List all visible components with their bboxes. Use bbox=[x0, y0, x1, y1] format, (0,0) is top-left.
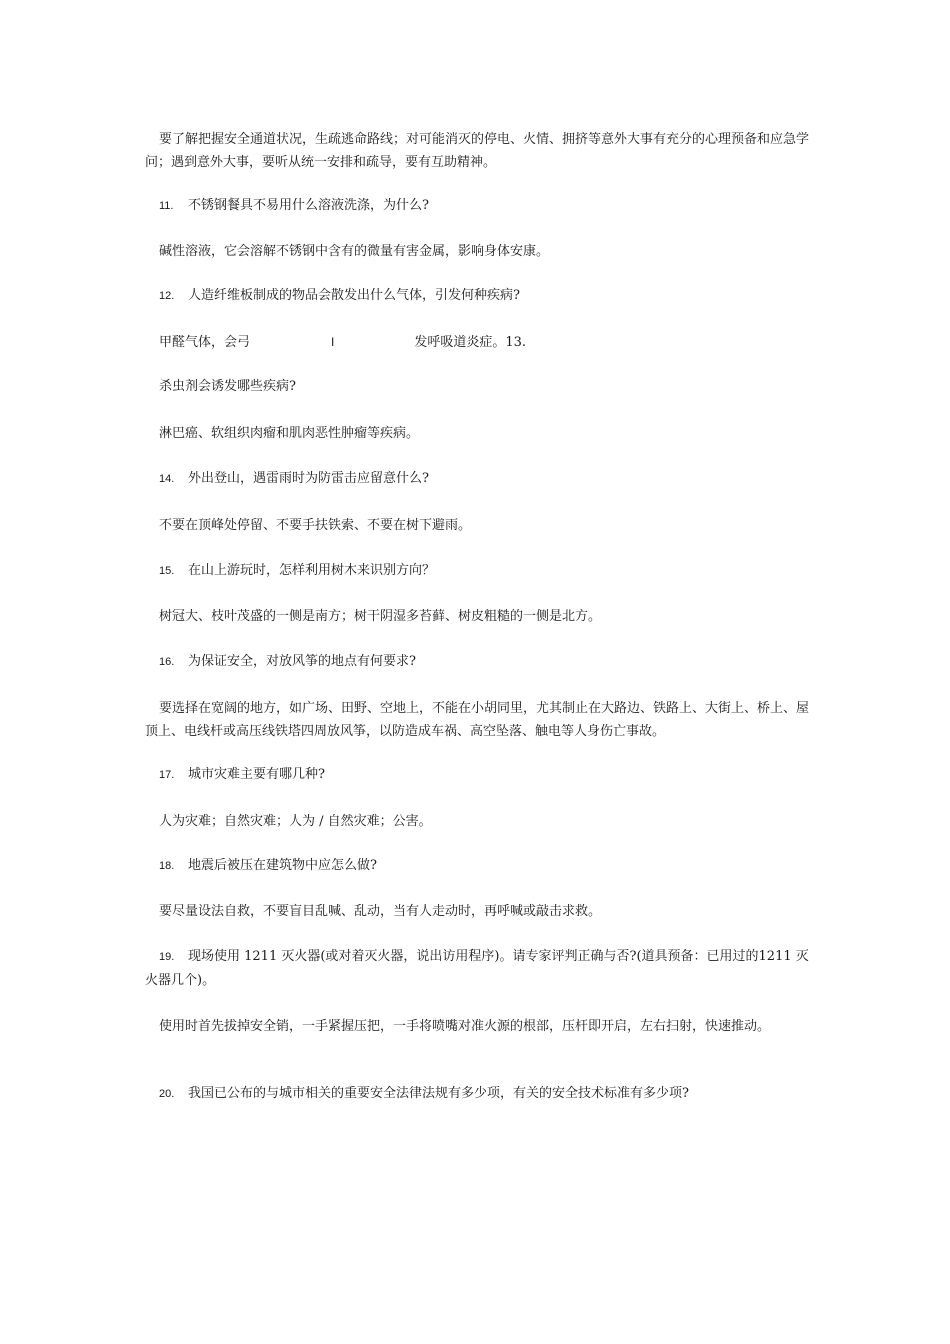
answer-14: 不要在顶峰处停留、不要手扶铁索、不要在树下避雨。 bbox=[159, 518, 472, 533]
answer-13: 淋巴癌、软组织肉瘤和肌肉恶性肿瘤等疾病。 bbox=[159, 426, 420, 441]
answer-17: 人为灾难；自然灾难；人为 / 自然灾难；公害。 bbox=[159, 814, 432, 829]
question-13: 杀虫剂会诱发哪些疾病? bbox=[159, 379, 296, 394]
question-text: 为保证安全，对放风筝的地点有何要求? bbox=[188, 654, 416, 669]
question-text: 地震后被压在建筑物中应怎么做? bbox=[188, 858, 377, 873]
question-text: 在山上游玩时，怎样利用树木来识别方向？ bbox=[188, 563, 436, 578]
answer-16: 要选择在宽阔的地方，如广场、田野、空地上，不能在小胡同里，尤其制止在大路边、铁路上、大街上、桥上、屋顶上、电线杆或高压线铁塔四周放风筝，以防造成车祸、高空坠落、触电等人身伤亡事故。 bbox=[145, 701, 810, 739]
question-text: 城市灾难主要有哪几种? bbox=[188, 767, 325, 782]
question-16 bbox=[159, 652, 819, 672]
answer-15: 树冠大、枝叶茂盛的一侧是南方；树干阴湿多苔藓、树皮粗糙的一侧是北方。 bbox=[159, 609, 602, 624]
question-number: 17. bbox=[159, 769, 175, 781]
answer-12 bbox=[159, 332, 819, 353]
question-number: 19. bbox=[159, 951, 175, 963]
question-number: 18. bbox=[159, 860, 175, 872]
question-number: 15. bbox=[159, 565, 175, 577]
question-number: 20. bbox=[159, 1088, 175, 1100]
question-text: 现场使用 1211 灭火器(或对着灭火器，说出访用程序)。请专家评判正确与否?(道具预备：已用过的1211 灭火器几个)。 bbox=[145, 949, 809, 988]
answer-11: 碱性溶液，它会溶解不锈钢中含有的微量有害金属，影响身体安康。 bbox=[159, 244, 550, 259]
answer-12-bar: I bbox=[331, 335, 335, 349]
answer-12-part1: 甲醛气体，会弓 bbox=[159, 335, 251, 350]
intro-paragraph: 要了解把握安全通道状况，生疏逃命路线；对可能消灭的停电、火情、拥挤等意外大事有充分的心理预备和应急学问；遇到意外大事，要听从统一安排和疏导，要有互助精神。 bbox=[145, 132, 810, 170]
question-number: 11. bbox=[159, 200, 174, 212]
question-text: 我国已公布的与城市相关的重要安全法律法规有多少项，有关的安全技术标准有多少项? bbox=[188, 1086, 689, 1101]
question-text: 不锈钢餐具不易用什么溶液洗涤，为什么? bbox=[188, 198, 429, 213]
question-19 bbox=[145, 945, 813, 992]
question-number: 12. bbox=[159, 290, 175, 302]
answer-19: 使用时首先拔掉安全销，一手紧握压把，一手将喷嘴对准火源的根部，压杆即开启，左右扫射，快速推动。 bbox=[159, 1019, 771, 1034]
answer-18: 要尽量设法自救，不要盲目乱喊、乱动，当有人走动时，再呼喊或敲击求救。 bbox=[159, 904, 602, 919]
question-text: 外出登山，遇雷雨时为防雷击应留意什么? bbox=[188, 471, 429, 486]
answer-12-part2: 发呼吸道炎症。13. bbox=[414, 335, 527, 350]
question-14 bbox=[159, 469, 819, 489]
question-text: 人造纤维板制成的物品会散发出什么气体，引发何种疾病? bbox=[188, 288, 520, 303]
question-12 bbox=[159, 286, 819, 306]
question-17 bbox=[159, 765, 819, 785]
question-18 bbox=[159, 856, 819, 876]
question-11 bbox=[159, 196, 819, 216]
question-number: 16. bbox=[159, 656, 175, 668]
question-20 bbox=[159, 1084, 819, 1104]
question-number: 14. bbox=[159, 473, 175, 485]
question-15 bbox=[159, 561, 819, 581]
